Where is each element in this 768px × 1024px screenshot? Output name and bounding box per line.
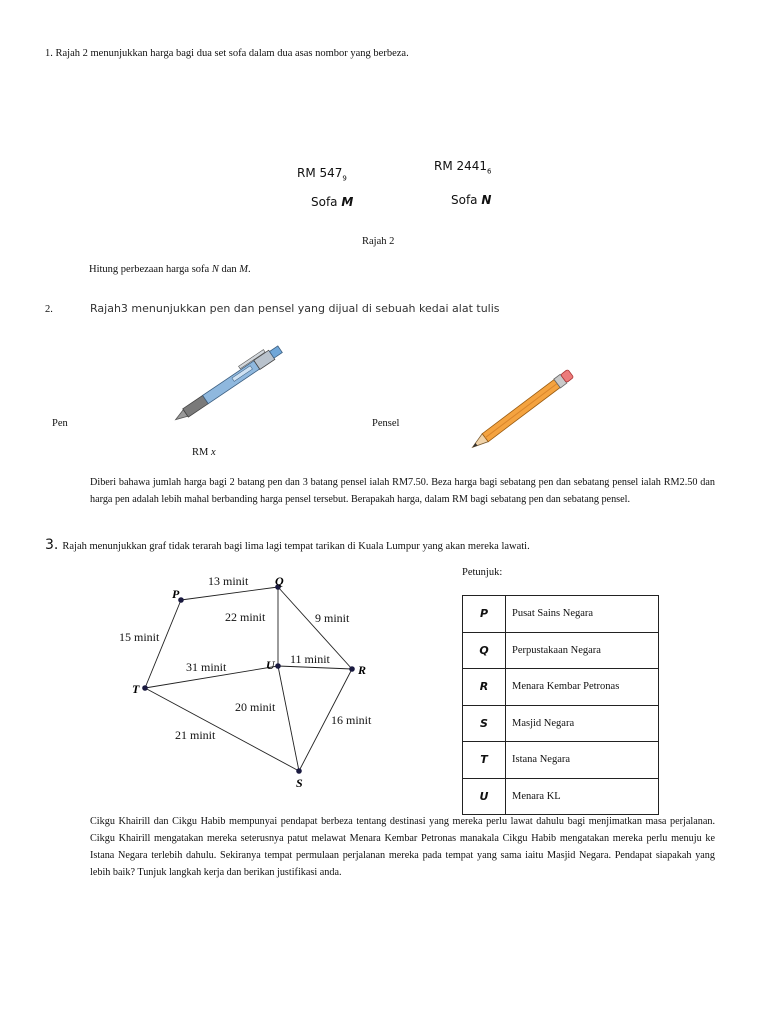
sofa-m-label: [311, 195, 353, 209]
legend-key: Q: [463, 632, 506, 669]
node-u-label: U: [266, 658, 275, 672]
legend-title: Petunjuk:: [462, 567, 503, 578]
edge-r-s-weight: 16 minit: [331, 713, 372, 727]
edge-t-s: [145, 688, 299, 771]
question-3-prompt: [45, 536, 530, 554]
question-2-number: 2.: [45, 304, 53, 315]
edge-q-u-weight: 22 minit: [225, 610, 266, 624]
sofa-n-price-base: 6: [487, 167, 492, 176]
sofa-m-word: Sofa: [311, 195, 338, 209]
node-t-label: T: [132, 682, 140, 696]
edge-t-s-weight: 21 minit: [175, 728, 216, 742]
legend-key: R: [463, 669, 506, 706]
legend-row: [463, 705, 659, 742]
legend-row: [463, 669, 659, 706]
question-1-task: [89, 264, 251, 275]
node-r-label: R: [358, 663, 367, 677]
question-1-task-post: .: [248, 264, 251, 275]
edge-u-s: [278, 666, 299, 771]
sofa-n-price-value: RM 2441: [434, 159, 488, 173]
question-2-paragraph: Diberi bahawa jumlah harga bagi 2 batang pen dan 3 batang pensel ialah RM7.50. Beza harga bagi sebatang pen dan sebatang pensel ialah RM2.50 dan harga pen adalah lebih mahal berbanding harga pensel tersebut. Berapakah harga, dalam RM bagi sebatang pen dan sebatang pensel.: [90, 477, 715, 505]
legend-row: [463, 632, 659, 669]
edge-u-r-weight: 11 minit: [290, 652, 330, 666]
question-3-paragraph: Cikgu Khairill dan Cikgu Habib mempunyai pendapat berbeza tentang destinasi yang mereka perlu lawat dahulu bagi menjimatkan masa perjalanan. Cikgu Khairill mengatakan mereka seterusnya patut melawat Menara Kembar Petronas manakala Cikgu Habib mengatakan mereka perlu menuju ke Istana Negara terlebih dahulu. Sekiranya tempat permulaan perjalanan mereka pada tempat yang sama iaitu Masjid Negara. Pendapat siapakah yang lebih baik? Tunjuk langkah kerja dan berikan justifikasi anda.: [90, 816, 715, 878]
legend-table: [462, 595, 659, 815]
pencil-label: Pensel: [372, 418, 400, 429]
legend-row: [463, 778, 659, 815]
question-3-number: 3.: [45, 537, 59, 553]
node-p-label: P: [172, 587, 180, 601]
legend-value: Menara KL: [506, 778, 659, 815]
edge-t-u-weight: 31 minit: [186, 660, 227, 674]
edge-p-q-weight: 13 minit: [208, 574, 249, 588]
edge-q-r-weight: 9 minit: [315, 611, 350, 625]
question-1-task-n: N: [211, 264, 219, 275]
sofa-m-letter: M: [341, 195, 354, 209]
legend-key: T: [463, 742, 506, 779]
edge-u-r: [278, 666, 352, 669]
sofa-m-price: [297, 166, 347, 182]
legend-row: [463, 742, 659, 779]
question-1-prompt: [45, 48, 409, 59]
legend-key: S: [463, 705, 506, 742]
pen-label: Pen: [52, 418, 68, 429]
node-u-dot: [275, 663, 281, 669]
sofa-n-price: [434, 159, 492, 175]
undirected-graph: [110, 570, 380, 795]
figure-caption-rajah-2: Rajah 2: [362, 236, 395, 247]
legend-value: Perpustakaan Negara: [506, 632, 659, 669]
legend-row: [463, 596, 659, 633]
question-1-text: Rajah 2 menunjukkan harga bagi dua set sofa dalam dua asas nombor yang berbeza.: [55, 48, 409, 59]
sofa-m-price-base: 9: [342, 174, 347, 183]
edge-u-s-weight: 20 minit: [235, 700, 276, 714]
pencil-illustration: [455, 365, 590, 455]
question-1-task-mid: dan: [221, 264, 237, 275]
pen-illustration: [160, 340, 295, 430]
node-r-dot: [349, 666, 355, 672]
legend-value: Menara Kembar Petronas: [506, 669, 659, 706]
legend-key: U: [463, 778, 506, 815]
pen-price-prefix: RM: [192, 447, 209, 458]
sofa-n-label: [451, 193, 491, 207]
sofa-n-letter: N: [481, 193, 492, 207]
question-1-task-m: M: [239, 264, 249, 275]
sofa-n-word: Sofa: [451, 193, 478, 207]
question-2-text: Rajah3 menunjukkan pen dan pensel yang dijual di sebuah kedai alat tulis: [90, 302, 500, 315]
question-3-text: Rajah menunjukkan graf tidak terarah bagi lima lagi tempat tarikan di Kuala Lumpur yang akan mereka lawati.: [62, 541, 530, 552]
legend-value: Istana Negara: [506, 742, 659, 779]
question-1-number: 1.: [45, 48, 53, 59]
node-t-dot: [142, 685, 148, 691]
edge-p-t: [145, 600, 181, 688]
legend-value: Masjid Negara: [506, 705, 659, 742]
node-s-dot: [296, 768, 302, 774]
legend-value: Pusat Sains Negara: [506, 596, 659, 633]
question-1-task-pre: Hitung perbezaan harga sofa: [89, 264, 210, 275]
legend-key: P: [463, 596, 506, 633]
node-q-label: Q: [275, 574, 284, 588]
sofa-m-price-value: RM 547: [297, 166, 343, 180]
node-s-label: S: [296, 776, 303, 790]
pen-price: [192, 447, 216, 458]
edge-p-t-weight: 15 minit: [119, 630, 160, 644]
edge-p-q: [181, 587, 278, 600]
pen-price-variable: x: [210, 447, 216, 458]
